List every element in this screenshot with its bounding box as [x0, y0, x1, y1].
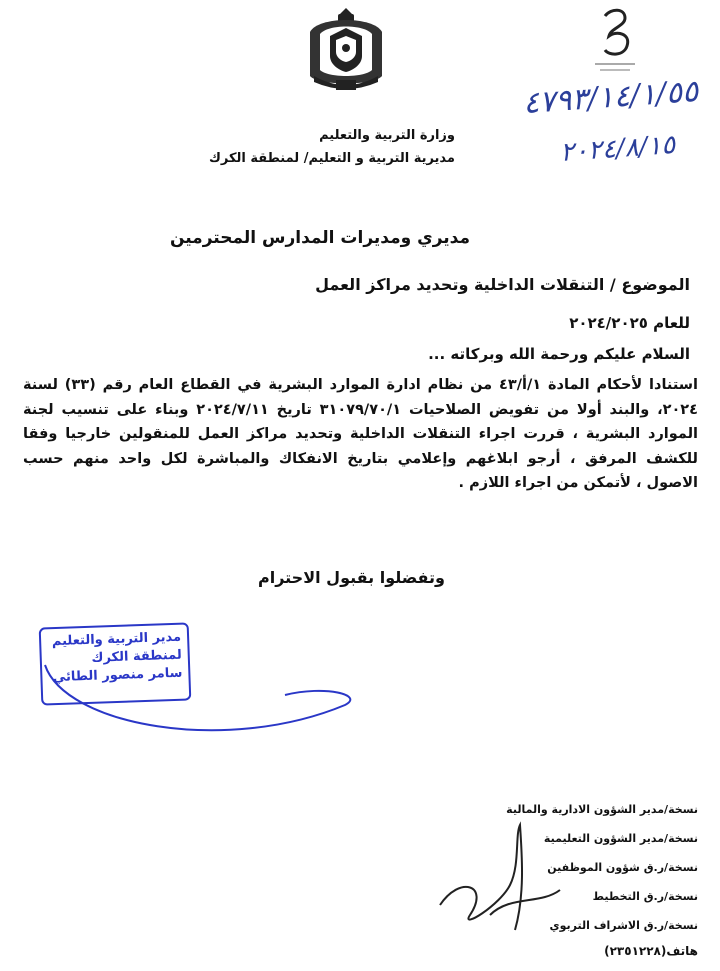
- subject-line: الموضوع / التنقلات الداخلية وتحديد مراكز العمل: [315, 275, 690, 294]
- official-stamp: [39, 622, 192, 705]
- stamp-signatory: سامر منصور الطائي: [52, 665, 183, 686]
- copy-line: نسخة/ر.ق التخطيط: [592, 890, 698, 903]
- phone-number: هاتف(٢٣٥١٢٢٨): [604, 944, 698, 958]
- jordan-emblem-icon: [300, 6, 392, 92]
- letter-body: استنادا لأحكام المادة ١/أ/٤٣ من نظام ادارة الموارد البشرية في القطاع العام رقم (٣٣) لسنة ٢٠٢٤، والبند أولا من تفويض الصلاحيات ٣١٠٧٩/٧٠/١ تاريخ ٢٠٢٤/٧/١١ وبناء على تنسيب لجنة الموارد البشرية ، قررت اجراء التنقلات الداخلية وتحديد مراكز العمل للمنقولين خارجيا وفقا للكشف المرفق ، أرجو ابلاغهم وإعلامي بتاريخ الانفكاك والمباشرة لكل واحد منهم حسب الاصول ، لأتمكن من اجراء اللازم .: [23, 377, 698, 491]
- copy-line: نسخة/ر.ق شؤون الموظفين: [547, 861, 698, 874]
- stamp-title: مدير التربية والتعليم: [51, 629, 182, 650]
- copy-line: نسخة/مدير الشؤون التعليمية: [543, 832, 698, 845]
- copy-line: نسخة/ر.ق الاشراف التربوي: [549, 919, 698, 932]
- subject-year: للعام ٢٠٢٤/٢٠٢٥: [569, 314, 690, 332]
- greeting: السلام عليكم ورحمة الله وبركاته ...: [428, 345, 690, 363]
- copy-line: نسخة/مدير الشؤون الادارية والمالية: [506, 803, 698, 816]
- reference-date: ٢٠٢٤/٨/١٥: [558, 130, 676, 168]
- closing-line: وتفضلوا بقبول الاحترام: [257, 568, 445, 587]
- directorate-logo-icon: [590, 8, 640, 78]
- addressee: مديري ومديرات المدارس المحترمين: [169, 228, 470, 248]
- copies-list: [508, 795, 698, 940]
- directorate-name: مديرية التربية و التعليم/ لمنطقة الكرك: [208, 151, 455, 166]
- letterhead: [209, 124, 455, 170]
- ministry-name: وزارة التربية والتعليم: [319, 128, 455, 143]
- reference-number: ٤٧٩٣/١٤/١/٥٥: [521, 73, 700, 122]
- stamp-region: لمنطقة الكرك: [91, 647, 182, 666]
